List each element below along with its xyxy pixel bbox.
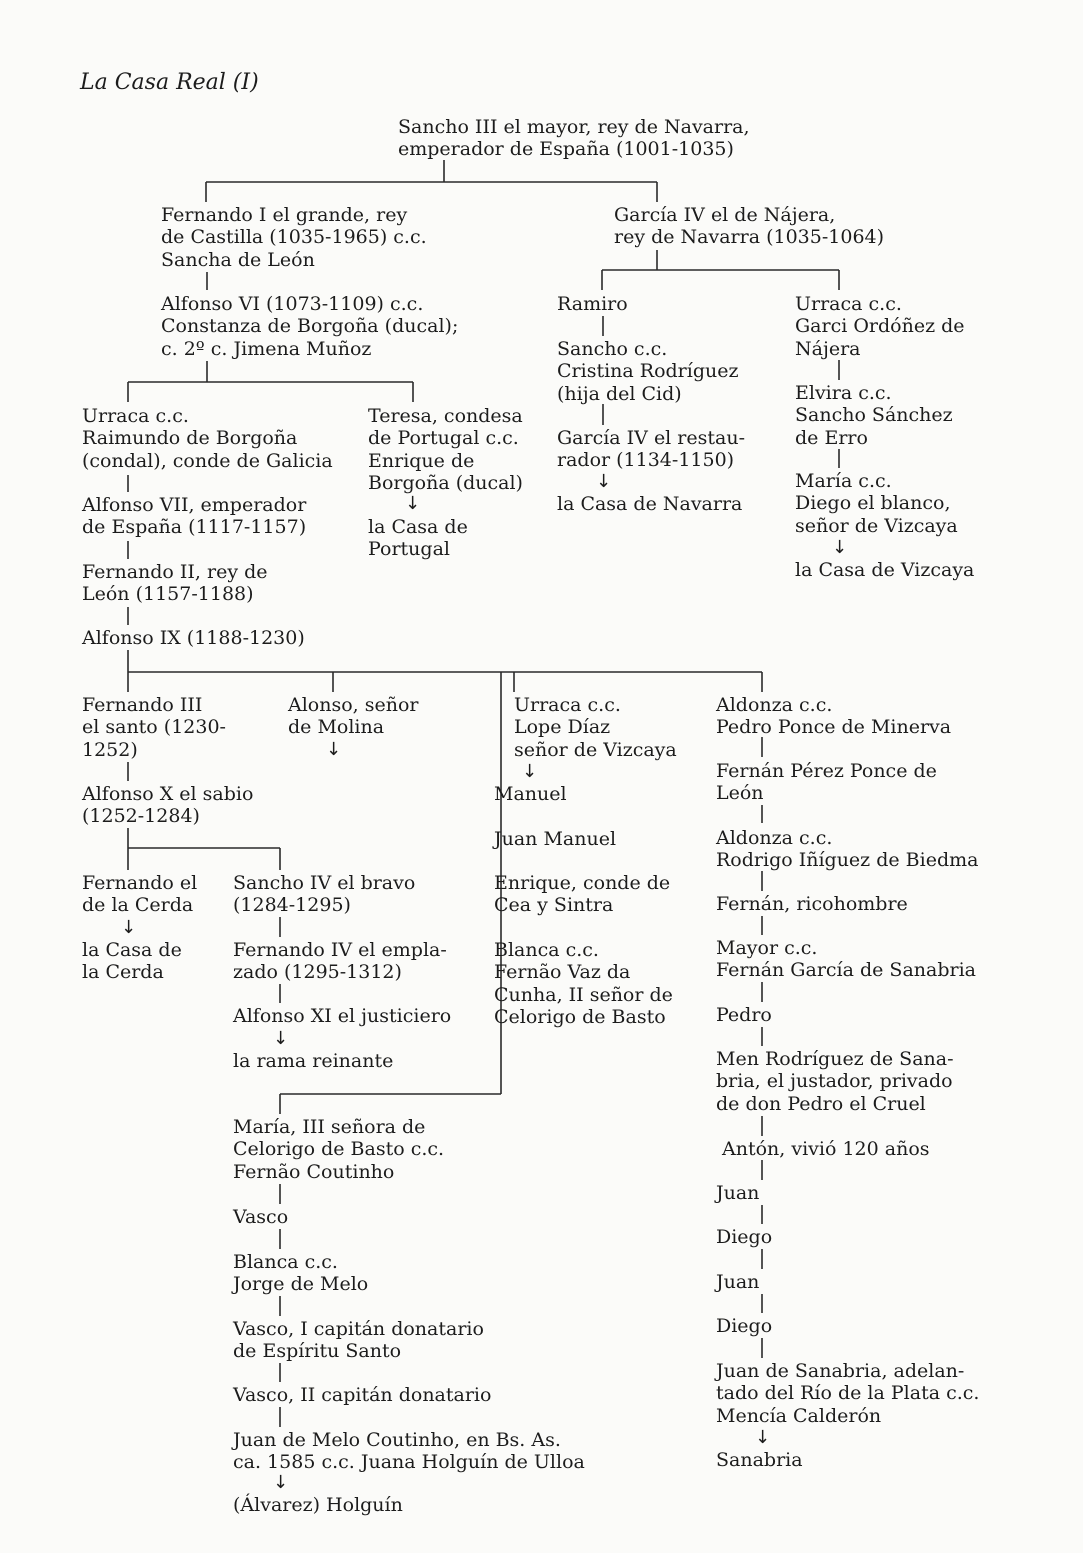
node-urraca-garci: Urraca c.c. Garci Ordóñez de Nájera bbox=[795, 293, 965, 360]
node-alfonso-vii: Alfonso VII, emperador de España (1117-1157) bbox=[82, 494, 307, 539]
node-rama-reinante: la rama reinante bbox=[233, 1050, 394, 1072]
node-juan-1: Juan bbox=[716, 1182, 760, 1204]
arrow-down-icon: ↓ bbox=[755, 1427, 771, 1448]
node-fernando-ii: Fernando II, rey de León (1157-1188) bbox=[82, 561, 268, 606]
arrow-down-icon: ↓ bbox=[121, 917, 137, 938]
node-holguin: (Álvarez) Holguín bbox=[233, 1494, 403, 1516]
node-blanca-fernao: Blanca c.c. Fernão Vaz da Cunha, II señor de Celorigo de Basto bbox=[494, 939, 673, 1028]
node-sancho-cristina: Sancho c.c. Cristina Rodríguez (hija del Cid) bbox=[557, 338, 739, 405]
node-juan-2: Juan bbox=[716, 1271, 760, 1293]
node-fernando-cerda: Fernando el de la Cerda bbox=[82, 872, 198, 917]
node-enrique-cea: Enrique, conde de Cea y Sintra bbox=[494, 872, 671, 917]
arrow-down-icon: ↓ bbox=[405, 493, 421, 514]
node-fernando-iii: Fernando III el santo (1230- 1252) bbox=[82, 694, 226, 761]
node-sancho-iii: Sancho III el mayor, rey de Navarra, emperador de España (1001-1035) bbox=[398, 116, 750, 161]
node-alfonso-vi: Alfonso VI (1073-1109) c.c. Constanza de Borgoña (ducal); c. 2º c. Jimena Muñoz bbox=[161, 293, 459, 360]
node-manuel: Manuel bbox=[494, 783, 567, 805]
node-diego-2: Diego bbox=[716, 1315, 773, 1337]
arrow-down-icon: ↓ bbox=[273, 1028, 289, 1049]
arrow-down-icon: ↓ bbox=[273, 1472, 289, 1493]
node-ramiro: Ramiro bbox=[557, 293, 628, 315]
node-men-rodriguez: Men Rodríguez de Sana- bria, el justador, privado de don Pedro el Cruel bbox=[716, 1048, 954, 1115]
node-garcia-restaurador: García IV el restau- rador (1134-1150) bbox=[557, 427, 745, 472]
page-title: La Casa Real (I) bbox=[80, 70, 259, 95]
node-juan-manuel: Juan Manuel bbox=[494, 828, 617, 850]
node-fernando-iv: Fernando IV el empla- zado (1295-1312) bbox=[233, 939, 447, 984]
node-teresa: Teresa, condesa de Portugal c.c. Enrique de Borgoña (ducal) bbox=[368, 405, 523, 494]
node-maria-diego: María c.c. Diego el blanco, señor de Vizcaya bbox=[795, 470, 958, 537]
node-alfonso-xi: Alfonso XI el justiciero bbox=[233, 1005, 452, 1027]
node-vasco-1: Vasco bbox=[233, 1206, 289, 1228]
arrow-down-icon: ↓ bbox=[522, 761, 538, 782]
node-mayor-fernan: Mayor c.c. Fernán García de Sanabria bbox=[716, 937, 976, 982]
node-casa-navarra: la Casa de Navarra bbox=[557, 493, 743, 515]
node-aldonza-pedro: Aldonza c.c. Pedro Ponce de Minerva bbox=[716, 694, 952, 739]
node-elvira: Elvira c.c. Sancho Sánchez de Erro bbox=[795, 382, 953, 449]
node-fernando-i: Fernando I el grande, rey de Castilla (1035-1965) c.c. Sancha de León bbox=[161, 204, 427, 271]
node-casa-portugal: la Casa de Portugal bbox=[368, 516, 468, 561]
node-vasco-ii-capitan: Vasco, II capitán donatario bbox=[233, 1384, 492, 1406]
arrow-down-icon: ↓ bbox=[326, 739, 342, 760]
node-alfonso-ix: Alfonso IX (1188-1230) bbox=[82, 627, 305, 649]
node-urraca-lope: Urraca c.c. Lope Díaz señor de Vizcaya bbox=[514, 694, 677, 761]
node-fernan-perez: Fernán Pérez Ponce de León bbox=[716, 760, 937, 805]
node-anton: Antón, vivió 120 años bbox=[722, 1138, 930, 1160]
node-vasco-i-capitan: Vasco, I capitán donatario de Espíritu Santo bbox=[233, 1318, 484, 1363]
node-sanabria: Sanabria bbox=[716, 1449, 803, 1471]
node-aldonza-rodrigo: Aldonza c.c. Rodrigo Iñíguez de Biedma bbox=[716, 827, 979, 872]
node-pedro: Pedro bbox=[716, 1004, 772, 1026]
node-sancho-iv: Sancho IV el bravo (1284-1295) bbox=[233, 872, 416, 917]
node-diego-1: Diego bbox=[716, 1226, 773, 1248]
node-juan-melo: Juan de Melo Coutinho, en Bs. As. ca. 1585 c.c. Juana Holguín de Ulloa bbox=[233, 1429, 585, 1474]
node-juan-sanabria: Juan de Sanabria, adelan- tado del Río de la Plata c.c. Mencía Calderón bbox=[716, 1360, 980, 1427]
node-casa-cerda: la Casa de la Cerda bbox=[82, 939, 182, 984]
node-maria-celorigo: María, III señora de Celorigo de Basto c.c. Fernão Coutinho bbox=[233, 1116, 445, 1183]
arrow-down-icon: ↓ bbox=[596, 471, 612, 492]
node-blanca-jorge: Blanca c.c. Jorge de Melo bbox=[233, 1251, 369, 1296]
node-casa-vizcaya: la Casa de Vizcaya bbox=[795, 559, 975, 581]
node-garcia-iv-najera: García IV el de Nájera, rey de Navarra (1035-1064) bbox=[614, 204, 885, 249]
node-fernan-ricohombre: Fernán, ricohombre bbox=[716, 893, 908, 915]
arrow-down-icon: ↓ bbox=[832, 537, 848, 558]
node-urraca-raimundo: Urraca c.c. Raimundo de Borgoña (condal), conde de Galicia bbox=[82, 405, 333, 472]
node-alfonso-x: Alfonso X el sabio (1252-1284) bbox=[82, 783, 254, 828]
node-alonso-molina: Alonso, señor de Molina bbox=[288, 694, 419, 739]
